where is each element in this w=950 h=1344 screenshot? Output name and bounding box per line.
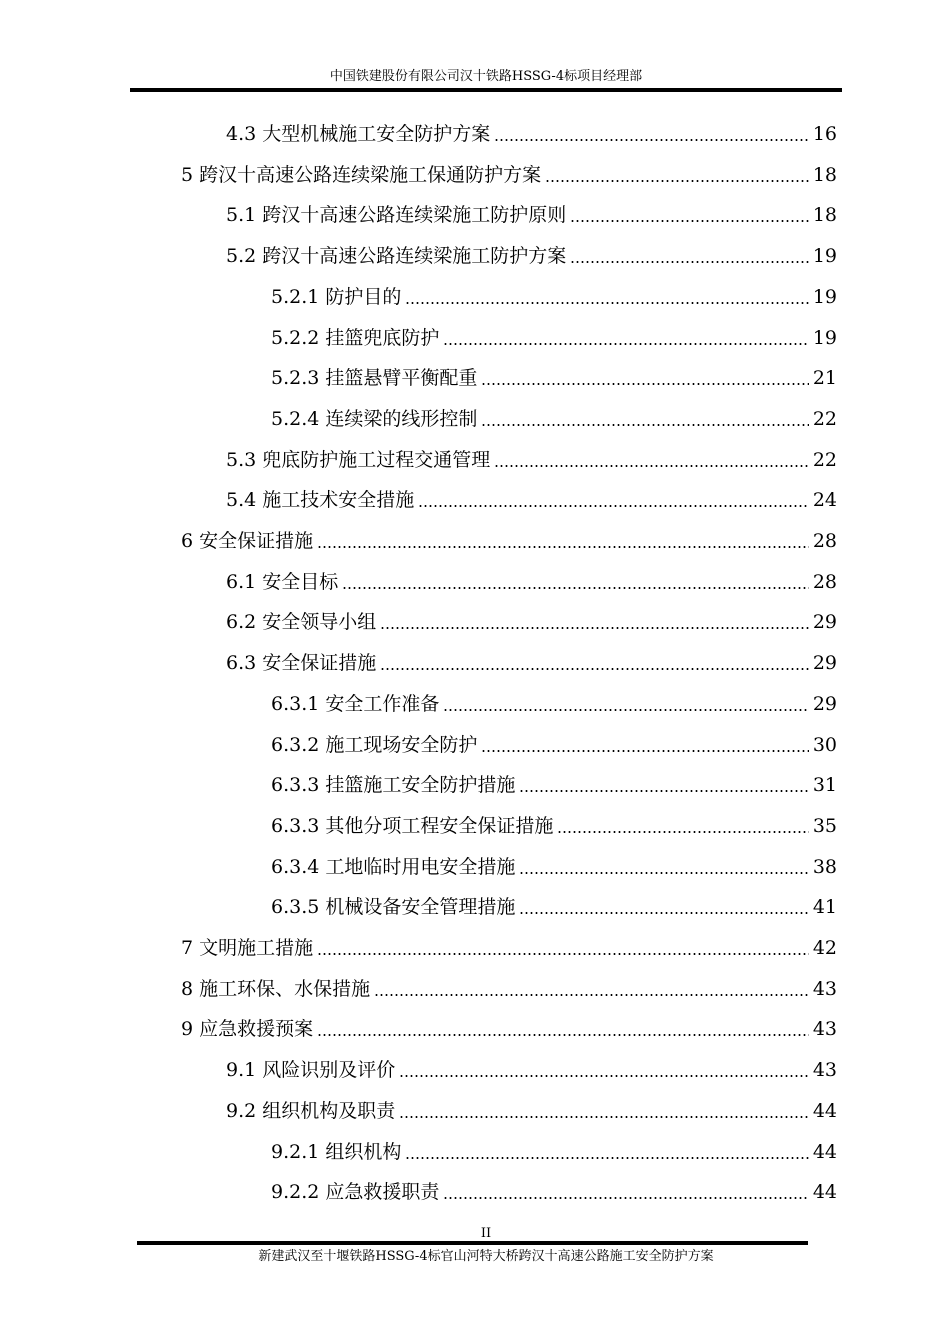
toc-entry-page: 44	[812, 1181, 837, 1204]
toc-entry[interactable]	[226, 119, 837, 149]
toc-entry-title: 5.2.2 挂篮兜底防护	[271, 326, 440, 349]
toc-entry-title: 6.3.5 机械设备安全管理措施	[271, 896, 516, 919]
toc-entry-title: 6.1 安全目标	[226, 570, 339, 593]
toc-dot-leader	[317, 1034, 809, 1036]
toc-dot-leader	[405, 302, 808, 304]
toc-entry[interactable]	[181, 1014, 837, 1044]
toc-entry-title: 5.1 跨汉十高速公路连续梁施工防护原则	[226, 204, 567, 227]
toc-entry-title: 6.3.3 其他分项工程安全保证措施	[271, 814, 554, 837]
toc-entry[interactable]	[226, 648, 837, 678]
toc-entry[interactable]	[271, 892, 837, 922]
toc-entry-page: 31	[812, 774, 837, 797]
toc-entry-page: 24	[812, 489, 837, 512]
toc-entry-title: 5.2.1 防护目的	[271, 285, 402, 308]
toc-entry-page: 19	[812, 285, 837, 308]
toc-entry[interactable]	[226, 241, 837, 271]
toc-entry-title: 9 应急救援预案	[181, 1018, 314, 1041]
toc-entry-title: 9.2.2 应急救援职责	[271, 1181, 440, 1204]
toc-entry[interactable]	[181, 160, 837, 190]
toc-entry-page: 30	[812, 733, 837, 756]
toc-dot-leader	[380, 627, 809, 629]
toc-entry-page: 16	[812, 123, 837, 145]
toc-dot-leader	[557, 831, 808, 833]
toc-entry-title: 6 安全保证措施	[181, 530, 314, 552]
toc-entry[interactable]	[271, 1177, 837, 1207]
toc-entry-page: 41	[812, 896, 837, 919]
toc-entry[interactable]	[226, 200, 837, 230]
toc-entry-title: 6.3.2 施工现场安全防护	[271, 733, 478, 756]
toc-dot-leader	[317, 546, 809, 548]
toc-dot-leader	[380, 668, 809, 670]
toc-entry-page: 42	[812, 937, 837, 959]
toc-entry-page: 28	[812, 530, 837, 552]
toc-entry[interactable]	[271, 404, 837, 434]
toc-dot-leader	[342, 587, 809, 589]
toc-dot-leader	[481, 424, 808, 426]
toc-entry-page: 19	[812, 326, 837, 349]
toc-entry-page: 22	[812, 407, 837, 430]
toc-entry-title: 9.2 组织机构及职责	[226, 1099, 396, 1122]
toc-entry-title: 6.3.4 工地临时用电安全措施	[271, 855, 516, 878]
toc-entry-page: 29	[812, 611, 837, 634]
toc-entry[interactable]	[226, 485, 837, 515]
toc-entry-title: 5.2.4 连续梁的线形控制	[271, 407, 478, 430]
toc-dot-leader	[570, 220, 809, 222]
toc-entry-page: 19	[812, 245, 837, 268]
toc-entry[interactable]	[271, 852, 837, 882]
toc-entry-page: 43	[812, 1059, 837, 1082]
toc-entry-page: 29	[812, 652, 837, 675]
toc-dot-leader	[481, 383, 808, 385]
toc-dot-leader	[405, 1157, 808, 1159]
toc-entry-title: 5.2.3 挂篮悬臂平衡配重	[271, 367, 478, 390]
toc-entry-title: 6.2 安全领导小组	[226, 611, 377, 634]
footer-rule	[137, 1241, 808, 1245]
toc-entry[interactable]	[226, 1096, 837, 1126]
toc-entry-title: 7 文明施工措施	[181, 937, 314, 959]
toc-dot-leader	[494, 465, 809, 467]
toc-entry[interactable]	[271, 770, 837, 800]
header-text: 中国铁建股份有限公司汉十铁路HSSG-4标项目经理部	[329, 69, 643, 84]
toc-entry-title: 5.4 施工技术安全措施	[226, 489, 415, 512]
toc-dot-leader	[570, 261, 809, 263]
toc-entry-title: 5 跨汉十高速公路连续梁施工保通防护方案	[181, 163, 542, 186]
toc-entry-page: 28	[812, 570, 837, 593]
toc-entry[interactable]	[271, 811, 837, 841]
toc-entry-page: 21	[812, 367, 837, 390]
toc-entry-page: 43	[812, 1018, 837, 1041]
toc-dot-leader	[443, 1197, 808, 1199]
toc-entry-title: 8 施工环保、水保措施	[181, 977, 371, 1000]
toc-entry-title: 5.2 跨汉十高速公路连续梁施工防护方案	[226, 245, 567, 268]
toc-entry-page: 35	[812, 814, 837, 837]
toc-entry[interactable]	[226, 445, 837, 475]
toc-entry[interactable]	[271, 730, 837, 760]
toc-dot-leader	[399, 1075, 809, 1077]
toc-entry-title: 6.3 安全保证措施	[226, 652, 377, 675]
toc-entry[interactable]	[226, 1055, 837, 1085]
toc-dot-leader	[545, 180, 809, 182]
header-rule	[130, 88, 842, 92]
toc-entry-page: 43	[812, 977, 837, 1000]
toc-entry[interactable]	[271, 689, 837, 719]
toc-dot-leader	[317, 953, 809, 955]
page-number: II	[480, 1226, 492, 1241]
toc-dot-leader	[418, 505, 809, 507]
toc-entry-page: 38	[812, 855, 837, 878]
toc-entry[interactable]	[181, 526, 837, 556]
toc-entry-page: 22	[812, 448, 837, 471]
toc-dot-leader	[494, 139, 809, 141]
toc-entry[interactable]	[226, 567, 837, 597]
toc-dot-leader	[399, 1116, 809, 1118]
toc-entry-page: 44	[812, 1140, 837, 1163]
toc-dot-leader	[443, 343, 808, 345]
toc-entry[interactable]	[271, 1137, 837, 1167]
footer-text: 新建武汉至十堰铁路HSSG-4标官山河特大桥跨汉十高速公路施工安全防护方案	[258, 1249, 714, 1264]
toc-entry[interactable]	[181, 933, 837, 963]
toc-entry-page: 44	[812, 1099, 837, 1122]
toc-entry-title: 9.1 风险识别及评价	[226, 1059, 396, 1082]
toc-entry-page: 18	[812, 163, 837, 186]
toc-entry-title: 9.2.1 组织机构	[271, 1140, 402, 1163]
toc-entry-title: 6.3.3 挂篮施工安全防护措施	[271, 774, 516, 797]
toc-entry-page: 29	[812, 692, 837, 715]
toc-entry[interactable]	[271, 282, 837, 312]
toc-entry-title: 4.3 大型机械施工安全防护方案	[226, 123, 491, 145]
toc-dot-leader	[519, 872, 808, 874]
toc-entry-title: 6.3.1 安全工作准备	[271, 692, 440, 715]
toc-dot-leader	[374, 994, 809, 996]
toc-dot-leader	[481, 750, 808, 752]
toc-entry[interactable]	[271, 323, 837, 353]
toc-dot-leader	[443, 709, 808, 711]
toc-dot-leader	[519, 912, 808, 914]
toc-entry[interactable]	[226, 607, 837, 637]
toc-entry-title: 5.3 兜底防护施工过程交通管理	[226, 448, 491, 471]
toc-entry-page: 18	[812, 204, 837, 227]
toc-entry[interactable]	[181, 974, 837, 1004]
toc-entry[interactable]	[271, 363, 837, 393]
toc-dot-leader	[519, 790, 808, 792]
